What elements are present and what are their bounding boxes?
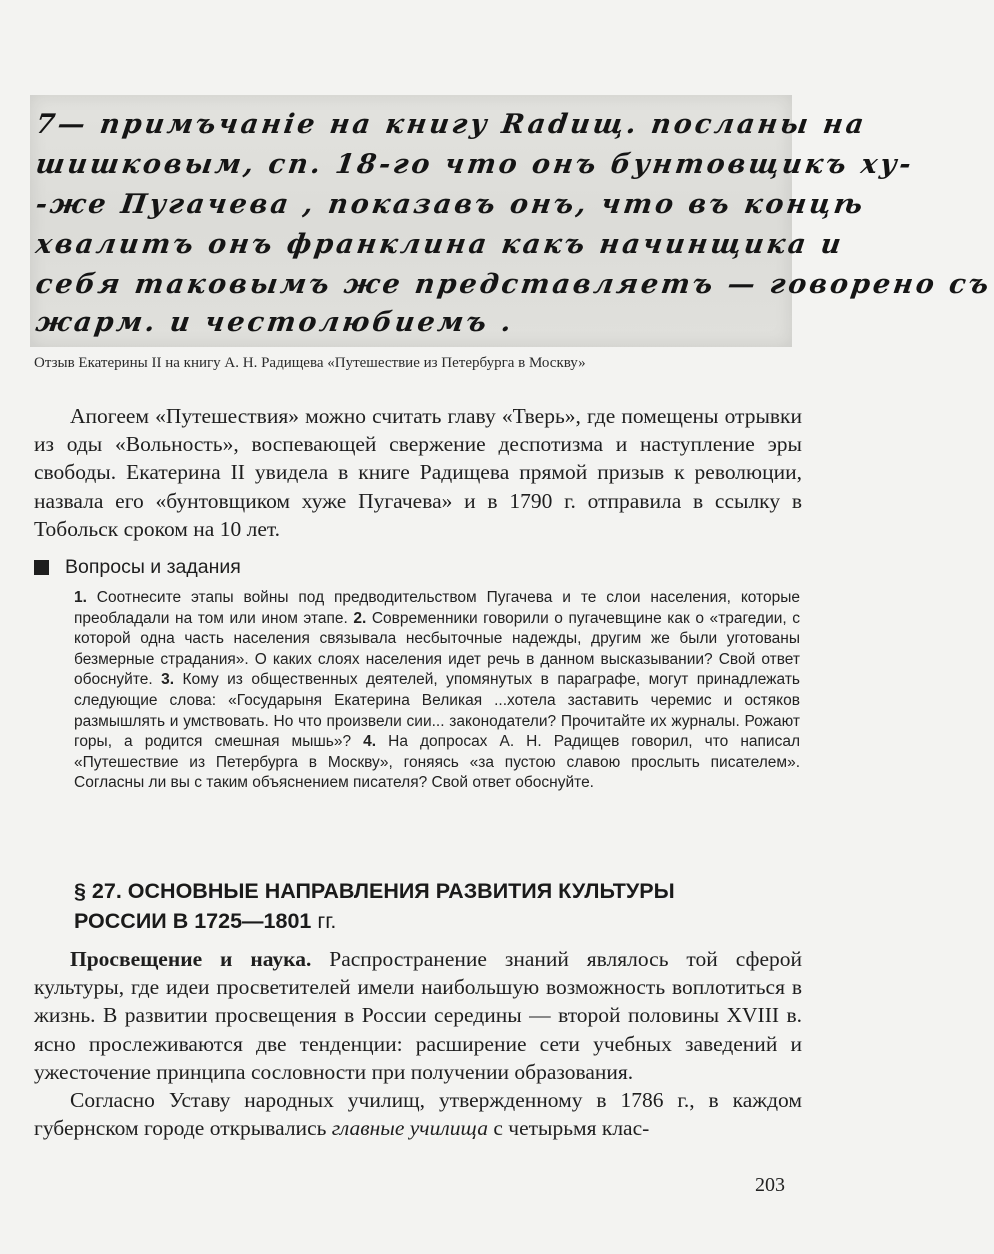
question-text: Соотнесите этапы войны под предводительством Пугачева и те слои населения, которые преобладали на том или ином этапе. bbox=[74, 589, 800, 627]
paragraph-emphasis: главные училища bbox=[331, 1116, 488, 1141]
section-title-line: § 27. ОСНОВНЫЕ НАПРАВЛЕНИЯ РАЗВИТИЯ КУЛЬТУРЫ bbox=[74, 879, 675, 903]
questions-list bbox=[74, 588, 800, 794]
manuscript-image bbox=[30, 95, 994, 347]
questions-heading bbox=[34, 556, 241, 579]
section-title-years: РОССИИ В 1725—1801 bbox=[74, 909, 312, 933]
paragraph-body: Согласно Уставу народных училищ, утвержденному в 1786 г., в каждом губернском городе открывались bbox=[34, 1088, 802, 1141]
manuscript-line: жарм. и честолюбиемъ . bbox=[33, 307, 517, 338]
question-number: 2. bbox=[353, 609, 367, 627]
question-number: 3. bbox=[161, 671, 175, 689]
paragraph-body: с четырьмя клас- bbox=[487, 1116, 650, 1141]
paragraph-body: Распространение знаний являлось той сферой культуры, где идеи просветителей имели наибольшую возможность воплотиться в жизнь. В развитии просвещения в России середины — второй половины XVIII в. ясно прослеживаются две тенденции: расширение сети учебных заведений и ужесточение принципа сословности при получении образования. bbox=[34, 947, 802, 1084]
paragraph-text bbox=[34, 1086, 802, 1142]
page-number: 203 bbox=[755, 1174, 785, 1196]
paragraph-text bbox=[34, 945, 802, 1086]
section-title-suffix: гг. bbox=[311, 909, 337, 933]
question-number: 1. bbox=[74, 589, 87, 606]
manuscript-line: хвалитъ онъ франклина какъ начинщика и bbox=[33, 229, 846, 260]
question-number: 4. bbox=[363, 733, 377, 751]
manuscript-line: -же Пугачева , показавъ онъ, что въ концѣ bbox=[33, 189, 868, 220]
question-text: Современники говорили о пугачевщине как о «трагедии, с которой одна часть населения связывала несбыточные надежды, другим же были уготованы безмерные страдания». О каких слоях населения идет речь в данном высказывании? Свой ответ обоснуйте. bbox=[74, 609, 800, 689]
manuscript-line: шишковым, сп. 18-го что онъ бунтовщикъ ху- bbox=[33, 149, 916, 180]
paragraph-text: Апогеем «Путешествия» можно считать главу «Тверь», где помещены отрывки из оды «Вольность», воспевающей свержение деспотизма и наступление эры свободы. Екатерина II увидела в книге Радищева прямой призыв к революции, назвала его «бунтовщиком хуже Пугачева» и в 1790 г. отправила в ссылку в Тобольск сроком на 10 лет. bbox=[34, 404, 802, 541]
manuscript-line: 7— примъчаніе на книгу Radищ. посланы на bbox=[33, 109, 869, 140]
paragraph-education bbox=[34, 945, 802, 1142]
section-title-line bbox=[74, 906, 794, 936]
image-caption: Отзыв Екатерины II на книгу А. Н. Радищева «Путешествие из Петербурга в Москву» bbox=[34, 355, 586, 371]
paragraph-apogee bbox=[34, 402, 802, 543]
question-text: Кому из общественных деятелей, упомянутых в параграфе, могут принадлежать следующие слова: «Государыня Екатерина Великая ...хотела заставить черемис и остяков размышлять и умствовать. Но что произвели сии... законодатели? Прочитайте их журналы. Рожают горы, а родится смешная мышь»? bbox=[74, 671, 801, 751]
manuscript-line: себя таковымъ же представляетъ — говорено съ bbox=[33, 269, 994, 300]
questions-heading-text: Вопросы и задания bbox=[65, 556, 241, 578]
square-bullet-icon bbox=[34, 560, 49, 575]
section-title bbox=[74, 876, 794, 936]
question-text: На допросах А. Н. Радищев говорил, что написал «Путешествие из Петербурга в Москву», гоняясь «за пустою славою прослыть писателем». Согласны ли вы с таким объяснением писателя? Свой ответ обоснуйте. bbox=[74, 733, 800, 792]
paragraph-lead: Просвещение и наука. bbox=[70, 947, 312, 971]
